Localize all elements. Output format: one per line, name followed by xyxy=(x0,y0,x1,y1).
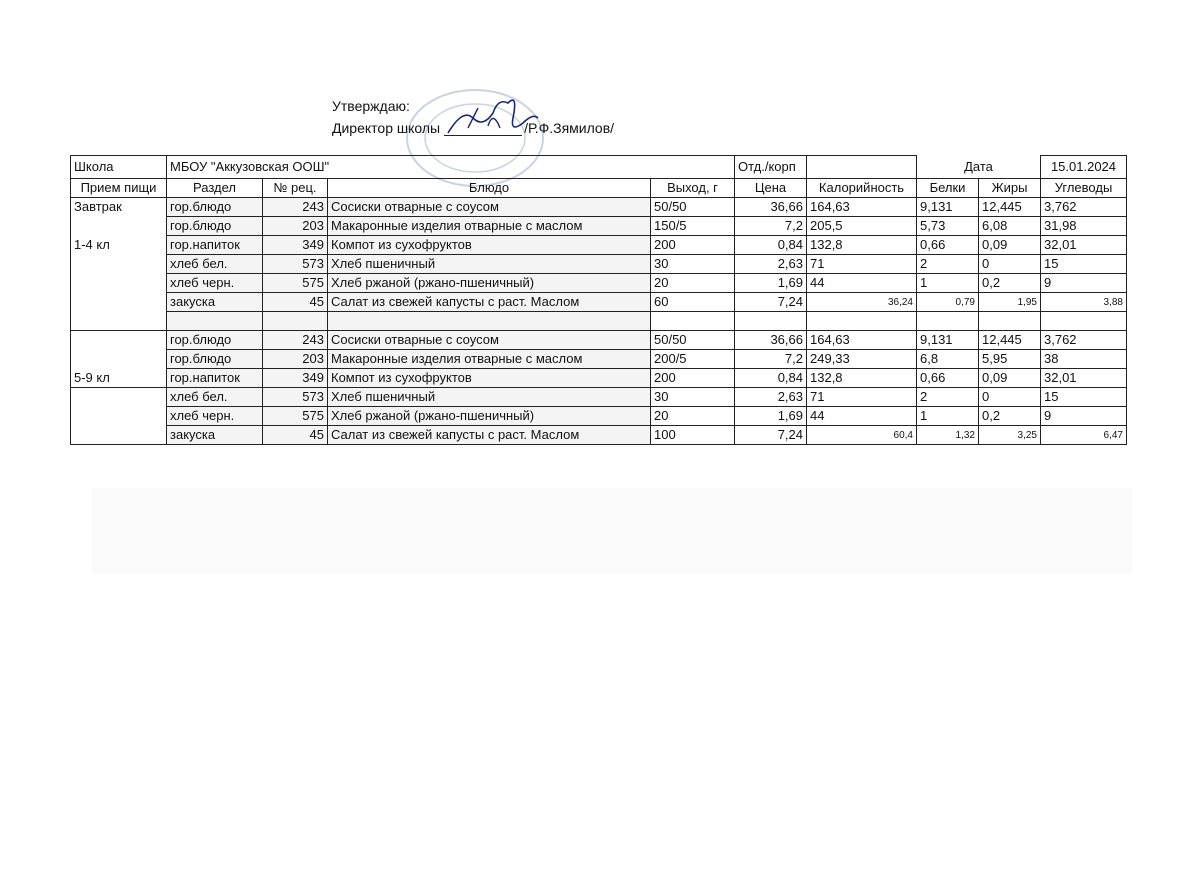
cell-fat: 0,09 xyxy=(979,236,1041,255)
cell-carbs: 15 xyxy=(1041,255,1127,274)
cell-protein: 9,131 xyxy=(917,198,979,217)
meal-cell-empty xyxy=(71,255,167,274)
table-header xyxy=(71,179,1127,198)
cell-carbs: 9 xyxy=(1041,274,1127,293)
meal-cell-empty xyxy=(71,388,167,407)
cell-dish: Макаронные изделия отварные с маслом xyxy=(328,217,651,236)
cell-fat: 1,95 xyxy=(979,293,1041,312)
cell-calories: 164,63 xyxy=(807,331,917,350)
cell-calories: 36,24 xyxy=(807,293,917,312)
approval-line-1: Утверждаю: xyxy=(332,98,410,114)
cell-recipe: 575 xyxy=(263,407,328,426)
cell-section: гор.блюдо xyxy=(167,331,263,350)
meal-cell-empty xyxy=(71,274,167,293)
table-row xyxy=(71,407,1127,426)
cell-dish: Хлеб пшеничный xyxy=(328,255,651,274)
cell-calories: 132,8 xyxy=(807,236,917,255)
cell-price: 1,69 xyxy=(735,407,807,426)
cell-carbs: 6,47 xyxy=(1041,426,1127,445)
table-row xyxy=(71,426,1127,445)
cell-dish: Хлеб ржаной (ржано-пшеничный) xyxy=(328,274,651,293)
meal-cell-empty xyxy=(71,331,167,350)
cell-yield: 30 xyxy=(651,388,735,407)
cell-price: 7,24 xyxy=(735,426,807,445)
cell-dish: Салат из свежей капусты с раст. Маслом xyxy=(328,293,651,312)
cell-carbs: 3,762 xyxy=(1041,331,1127,350)
empty-cell xyxy=(979,312,1041,331)
cell-protein: 5,73 xyxy=(917,217,979,236)
cell-section: гор.напиток xyxy=(167,369,263,388)
cell-calories: 164,63 xyxy=(807,198,917,217)
col-meal: Прием пищи xyxy=(71,179,167,198)
cell-protein: 1,32 xyxy=(917,426,979,445)
cell-fat: 5,95 xyxy=(979,350,1041,369)
table-row xyxy=(71,217,1127,236)
cell-recipe: 349 xyxy=(263,369,328,388)
cell-price: 36,66 xyxy=(735,331,807,350)
school-row xyxy=(71,156,1127,179)
cell-price: 7,2 xyxy=(735,217,807,236)
cell-price: 7,2 xyxy=(735,350,807,369)
cell-carbs: 9 xyxy=(1041,407,1127,426)
cell-recipe: 575 xyxy=(263,274,328,293)
cell-section: закуска xyxy=(167,426,263,445)
cell-dish: Макаронные изделия отварные с маслом xyxy=(328,350,651,369)
cell-calories: 71 xyxy=(807,388,917,407)
cell-recipe: 203 xyxy=(263,217,328,236)
col-price: Цена xyxy=(735,179,807,198)
cell-price: 2,63 xyxy=(735,255,807,274)
cell-fat: 0,09 xyxy=(979,369,1041,388)
table-row xyxy=(71,236,1127,255)
meal-cell-empty xyxy=(71,426,167,445)
cell-carbs: 3,88 xyxy=(1041,293,1127,312)
cell-price: 7,24 xyxy=(735,293,807,312)
meal-cell-empty xyxy=(71,350,167,369)
table-row xyxy=(71,369,1127,388)
cell-calories: 60,4 xyxy=(807,426,917,445)
director-label: Директор школы xyxy=(332,120,441,136)
cell-dish: Хлеб ржаной (ржано-пшеничный) xyxy=(328,407,651,426)
cell-calories: 44 xyxy=(807,274,917,293)
empty-cell xyxy=(735,312,807,331)
cell-yield: 50/50 xyxy=(651,331,735,350)
cell-yield: 200/5 xyxy=(651,350,735,369)
cell-recipe: 203 xyxy=(263,350,328,369)
cell-fat: 3,25 xyxy=(979,426,1041,445)
director-name: /Р.Ф.Зямилов/ xyxy=(524,120,615,136)
cell-section: хлеб бел. xyxy=(167,255,263,274)
cell-calories: 132,8 xyxy=(807,369,917,388)
cell-yield: 20 xyxy=(651,407,735,426)
cell-price: 0,84 xyxy=(735,369,807,388)
cell-carbs: 32,01 xyxy=(1041,369,1127,388)
date-label: Дата xyxy=(917,156,1041,179)
dept-value xyxy=(807,156,917,179)
cell-yield: 200 xyxy=(651,236,735,255)
cell-protein: 2 xyxy=(917,388,979,407)
cell-dish: Сосиски отварные с соусом xyxy=(328,198,651,217)
cell-fat: 12,445 xyxy=(979,198,1041,217)
meal-cell-empty xyxy=(71,312,167,331)
cell-carbs: 38 xyxy=(1041,350,1127,369)
cell-carbs: 32,01 xyxy=(1041,236,1127,255)
scan-shadow xyxy=(92,488,1132,573)
table-row xyxy=(71,293,1127,312)
cell-price: 36,66 xyxy=(735,198,807,217)
cell-protein: 2 xyxy=(917,255,979,274)
cell-recipe: 349 xyxy=(263,236,328,255)
empty-cell xyxy=(263,312,328,331)
col-recipe-no: № рец. xyxy=(263,179,328,198)
cell-dish: Хлеб пшеничный xyxy=(328,388,651,407)
cell-calories: 249,33 xyxy=(807,350,917,369)
col-fat: Жиры xyxy=(979,179,1041,198)
dept-label: Отд./корп xyxy=(735,156,807,179)
class-label: 1-4 кл xyxy=(71,236,167,255)
col-calories: Калорийность xyxy=(807,179,917,198)
cell-calories: 44 xyxy=(807,407,917,426)
col-dish: Блюдо xyxy=(328,179,651,198)
cell-section: гор.напиток xyxy=(167,236,263,255)
cell-fat: 0 xyxy=(979,255,1041,274)
cell-recipe: 573 xyxy=(263,255,328,274)
cell-yield: 50/50 xyxy=(651,198,735,217)
cell-fat: 0,2 xyxy=(979,407,1041,426)
cell-section: гор.блюдо xyxy=(167,350,263,369)
empty-cell xyxy=(167,312,263,331)
meal-name: Завтрак xyxy=(71,198,167,217)
table-row xyxy=(71,274,1127,293)
school-label: Школа xyxy=(71,156,167,179)
cell-yield: 150/5 xyxy=(651,217,735,236)
cell-protein: 9,131 xyxy=(917,331,979,350)
cell-dish: Компот из сухофруктов xyxy=(328,236,651,255)
cell-dish: Сосиски отварные с соусом xyxy=(328,331,651,350)
cell-yield: 30 xyxy=(651,255,735,274)
cell-protein: 6,8 xyxy=(917,350,979,369)
cell-yield: 20 xyxy=(651,274,735,293)
date-value: 15.01.2024 xyxy=(1041,156,1127,179)
empty-cell xyxy=(651,312,735,331)
cell-section: хлеб черн. xyxy=(167,274,263,293)
cell-dish: Компот из сухофруктов xyxy=(328,369,651,388)
cell-section: хлеб черн. xyxy=(167,407,263,426)
cell-yield: 100 xyxy=(651,426,735,445)
cell-yield: 60 xyxy=(651,293,735,312)
cell-carbs: 15 xyxy=(1041,388,1127,407)
cell-recipe: 45 xyxy=(263,293,328,312)
menu-table xyxy=(70,155,1127,445)
school-value: МБОУ "Аккузовская ООШ" xyxy=(167,156,735,179)
cell-protein: 1 xyxy=(917,407,979,426)
empty-cell xyxy=(807,312,917,331)
col-protein: Белки xyxy=(917,179,979,198)
col-section: Раздел xyxy=(167,179,263,198)
director-signature xyxy=(438,88,548,148)
class-label: 5-9 кл xyxy=(71,369,167,388)
table-row xyxy=(71,255,1127,274)
empty-cell xyxy=(917,312,979,331)
cell-calories: 205,5 xyxy=(807,217,917,236)
cell-recipe: 45 xyxy=(263,426,328,445)
table-row xyxy=(71,198,1127,217)
cell-fat: 0 xyxy=(979,388,1041,407)
meal-cell-empty xyxy=(71,293,167,312)
cell-dish: Салат из свежей капусты с раст. Маслом xyxy=(328,426,651,445)
cell-recipe: 573 xyxy=(263,388,328,407)
cell-carbs: 31,98 xyxy=(1041,217,1127,236)
col-yield: Выход, г xyxy=(651,179,735,198)
cell-calories: 71 xyxy=(807,255,917,274)
cell-price: 0,84 xyxy=(735,236,807,255)
empty-cell xyxy=(1041,312,1127,331)
cell-section: гор.блюдо xyxy=(167,217,263,236)
cell-fat: 0,2 xyxy=(979,274,1041,293)
table-row-empty xyxy=(71,312,1127,331)
cell-protein: 0,66 xyxy=(917,369,979,388)
meal-cell-empty xyxy=(71,407,167,426)
table-row xyxy=(71,331,1127,350)
table-row xyxy=(71,388,1127,407)
cell-yield: 200 xyxy=(651,369,735,388)
cell-fat: 12,445 xyxy=(979,331,1041,350)
cell-section: гор.блюдо xyxy=(167,198,263,217)
table-row xyxy=(71,350,1127,369)
empty-cell xyxy=(328,312,651,331)
cell-section: хлеб бел. xyxy=(167,388,263,407)
cell-recipe: 243 xyxy=(263,331,328,350)
cell-carbs: 3,762 xyxy=(1041,198,1127,217)
cell-price: 1,69 xyxy=(735,274,807,293)
cell-fat: 6,08 xyxy=(979,217,1041,236)
cell-section: закуска xyxy=(167,293,263,312)
col-carbs: Углеводы xyxy=(1041,179,1127,198)
cell-recipe: 243 xyxy=(263,198,328,217)
cell-protein: 0,79 xyxy=(917,293,979,312)
meal-cell-empty xyxy=(71,217,167,236)
cell-protein: 1 xyxy=(917,274,979,293)
cell-protein: 0,66 xyxy=(917,236,979,255)
cell-price: 2,63 xyxy=(735,388,807,407)
